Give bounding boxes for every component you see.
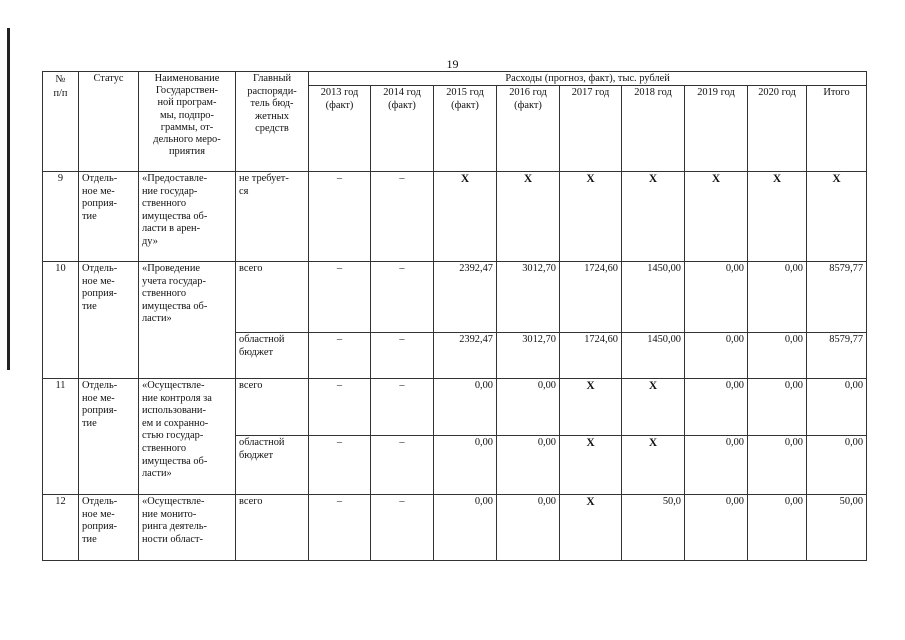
row-value: 0,00 bbox=[497, 495, 560, 561]
row-admin: всего bbox=[236, 262, 309, 333]
row-value-mark: Х bbox=[622, 436, 685, 495]
row-number: 11 bbox=[43, 379, 79, 495]
row-value: 0,00 bbox=[685, 436, 748, 495]
row-value: 0,00 bbox=[434, 379, 497, 436]
page-number: 19 bbox=[446, 57, 459, 71]
table-header-row bbox=[43, 72, 867, 86]
row-value: 0,00 bbox=[497, 436, 560, 495]
row-value: 0,00 bbox=[685, 495, 748, 561]
row-value-dash: – bbox=[309, 172, 371, 262]
header-expenses-title: Расходы (прогноз, факт), тыс. рублей bbox=[309, 72, 867, 86]
row-value-dash: – bbox=[371, 495, 434, 561]
row-value-mark: Х bbox=[748, 172, 807, 262]
table-row bbox=[43, 495, 867, 561]
row-value: 0,00 bbox=[685, 333, 748, 379]
row-status: Отдель- ное ме- роприя- тие bbox=[79, 262, 139, 379]
row-value-dash: – bbox=[309, 436, 371, 495]
row-value-dash: – bbox=[371, 379, 434, 436]
row-value-mark: Х bbox=[560, 379, 622, 436]
header-year: Итого bbox=[807, 86, 867, 172]
header-name: Наименование Государствен- ной програм- мы, подпро- граммы, от- дельного меро- приятия bbox=[139, 72, 236, 172]
row-value: 0,00 bbox=[497, 379, 560, 436]
row-admin: областной бюджет bbox=[236, 333, 309, 379]
row-value: 0,00 bbox=[807, 436, 867, 495]
row-value-mark: Х bbox=[807, 172, 867, 262]
header-year: 2016 год (факт) bbox=[497, 86, 560, 172]
row-value-dash: – bbox=[309, 379, 371, 436]
header-year: 2015 год (факт) bbox=[434, 86, 497, 172]
row-value: 1450,00 bbox=[622, 333, 685, 379]
row-admin: всего bbox=[236, 379, 309, 436]
row-status: Отдель- ное ме- роприя- тие bbox=[79, 379, 139, 495]
header-year: 2013 год (факт) bbox=[309, 86, 371, 172]
table-row bbox=[43, 262, 867, 333]
row-value-mark: Х bbox=[560, 172, 622, 262]
row-value: 0,00 bbox=[434, 436, 497, 495]
table-row bbox=[43, 379, 867, 436]
header-admin: Главный распоряди- тель бюд- жетных средств bbox=[236, 72, 309, 172]
row-value: 0,00 bbox=[807, 379, 867, 436]
header-year: 2017 год bbox=[560, 86, 622, 172]
row-value: 8579,77 bbox=[807, 333, 867, 379]
row-name: «Предоставле- ние государ- ственного имущества об- ласти в арен- ду» bbox=[139, 172, 236, 262]
row-value: 0,00 bbox=[748, 436, 807, 495]
row-value: 50,00 bbox=[807, 495, 867, 561]
row-status: Отдель- ное ме- роприя- тие bbox=[79, 495, 139, 561]
row-status: Отдель- ное ме- роприя- тие bbox=[79, 172, 139, 262]
row-value: 0,00 bbox=[685, 262, 748, 333]
header-year: 2014 год (факт) bbox=[371, 86, 434, 172]
header-year: 2020 год bbox=[748, 86, 807, 172]
row-value-dash: – bbox=[371, 436, 434, 495]
row-value: 8579,77 bbox=[807, 262, 867, 333]
row-value: 0,00 bbox=[748, 333, 807, 379]
row-number: 10 bbox=[43, 262, 79, 379]
row-admin: всего bbox=[236, 495, 309, 561]
row-value: 0,00 bbox=[748, 262, 807, 333]
row-value: 50,0 bbox=[622, 495, 685, 561]
row-value-dash: – bbox=[309, 262, 371, 333]
header-num: № п/п bbox=[43, 72, 79, 172]
row-value: 0,00 bbox=[434, 495, 497, 561]
row-value: 2392,47 bbox=[434, 333, 497, 379]
row-value: 1450,00 bbox=[622, 262, 685, 333]
row-admin: не требует- ся bbox=[236, 172, 309, 262]
table-row bbox=[43, 172, 867, 262]
row-admin: областной бюджет bbox=[236, 436, 309, 495]
row-value-dash: – bbox=[371, 262, 434, 333]
row-value-mark: Х bbox=[622, 379, 685, 436]
row-value-mark: Х bbox=[434, 172, 497, 262]
row-number: 12 bbox=[43, 495, 79, 561]
row-value: 0,00 bbox=[748, 379, 807, 436]
row-value-dash: – bbox=[371, 333, 434, 379]
row-name: «Осуществле- ние монито- ринга деятель- ности област- bbox=[139, 495, 236, 561]
row-value: 0,00 bbox=[685, 379, 748, 436]
row-number: 9 bbox=[43, 172, 79, 262]
row-value-mark: Х bbox=[497, 172, 560, 262]
header-year: 2018 год bbox=[622, 86, 685, 172]
row-value-dash: – bbox=[309, 333, 371, 379]
budget-table bbox=[42, 71, 867, 561]
row-value-dash: – bbox=[371, 172, 434, 262]
header-status: Статус bbox=[79, 72, 139, 172]
row-value: 3012,70 bbox=[497, 333, 560, 379]
row-value-mark: Х bbox=[622, 172, 685, 262]
row-value: 0,00 bbox=[748, 495, 807, 561]
row-value-mark: Х bbox=[685, 172, 748, 262]
row-value: 1724,60 bbox=[560, 333, 622, 379]
row-value-dash: – bbox=[309, 495, 371, 561]
row-value: 2392,47 bbox=[434, 262, 497, 333]
row-value-mark: Х bbox=[560, 436, 622, 495]
row-value: 1724,60 bbox=[560, 262, 622, 333]
margin-binding-bar bbox=[7, 28, 10, 370]
row-value: 3012,70 bbox=[497, 262, 560, 333]
row-name: «Осуществле- ние контроля за использовани- ем и сохранно- стью государ- ственного имущества об- ласти» bbox=[139, 379, 236, 495]
row-value-mark: Х bbox=[560, 495, 622, 561]
row-name: «Проведение учета государ- ственного имущества об- ласти» bbox=[139, 262, 236, 379]
header-year: 2019 год bbox=[685, 86, 748, 172]
